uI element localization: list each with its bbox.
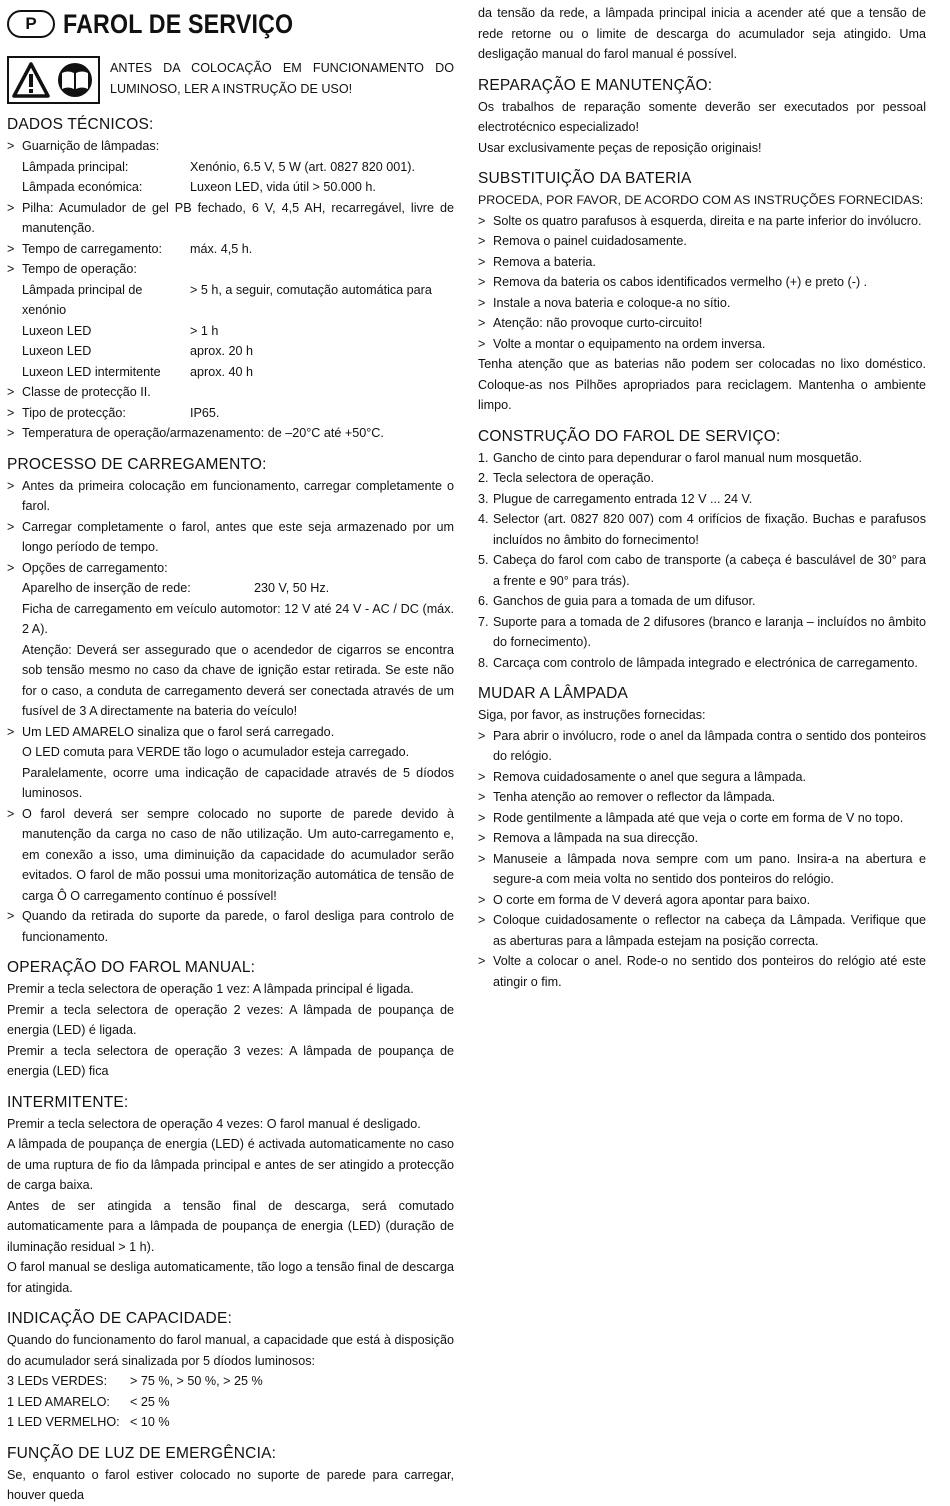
- kv-key: Luxeon LED: [22, 344, 92, 358]
- numbered-item: [478, 550, 926, 591]
- item-number: 7.: [478, 614, 489, 629]
- list-item: [7, 403, 454, 424]
- item-number: 8.: [478, 655, 489, 670]
- language-badge: P: [7, 10, 55, 38]
- kv-row: [7, 1371, 454, 1392]
- paragraph: A lâmpada de poupança de energia (LED) é activada automaticamente no caso de uma ruptura de fio da lâmpada principal e antes de ser atingido a protecção de carga baixa.: [7, 1137, 454, 1192]
- list-item: > Temperatura de operação/armazenamento: de –20°C até +50°C.: [7, 423, 454, 444]
- paragraph: Premir a tecla selectora de operação 2 vezes: A lâmpada de poupança de energia (LED) é ligada.: [7, 1002, 454, 1037]
- item-text: Suporte para a tomada de 2 difusores (branco e laranja – incluídos no âmbito do fornecimento).: [493, 614, 926, 649]
- kv-row: [7, 362, 454, 383]
- item-number: 5.: [478, 553, 489, 567]
- numbered-item: [478, 591, 926, 612]
- item-text: Tecla selectora de operação.: [493, 471, 655, 485]
- list-item: > Quando da retirada do suporte da parede, o farol desliga para controlo de funcionamento.: [7, 906, 454, 947]
- heading-battery-replacement: SUBSTITUIÇÃO DA BATERIA: [478, 170, 692, 187]
- page-title: FAROL DE SERVIÇO: [63, 8, 294, 39]
- warning-row: [7, 56, 454, 104]
- construction-list: [478, 448, 926, 674]
- paragraph: O LED comuta para VERDE tão logo o acumulador esteja carregado.: [22, 745, 410, 759]
- item-text: Carcaça com controlo de lâmpada integrado e electrónica de carregamento.: [493, 655, 918, 670]
- paragraph: Ficha de carregamento em veículo automotor: 12 V até 24 V - AC / DC (máx. 2 A).: [22, 601, 454, 636]
- list-item: > Coloque cuidadosamente o reflector na cabeça da Lâmpada. Verifique que as aberturas para a lâmpada estejam na posição correcta.: [478, 910, 926, 951]
- warning-text: ANTES DA COLOCAÇÃO EM FUNCIONAMENTO DO LUMINOSO, LER A INSTRUÇÃO DE USO!: [110, 61, 454, 96]
- kv-row: [7, 177, 454, 198]
- kv-key: 1 LED AMARELO:: [7, 1394, 110, 1409]
- kv-value: > 75 %, > 50 %, > 25 %: [130, 1374, 263, 1388]
- heading-blinking: INTERMITENTE:: [7, 1093, 129, 1111]
- paragraph: Tenha atenção que as baterias não podem ser colocadas no lixo doméstico. Coloque-as nos Pilhões apropriados para reciclagem. Mantenha o ambiente limpo.: [478, 357, 926, 412]
- list-item: > Solte os quatro parafusos à esquerda, direita e na parte inferior do invólucro.: [478, 211, 926, 232]
- list-item: > Volte a montar o equipamento na ordem inversa.: [478, 334, 926, 355]
- kv-value: > 1 h: [190, 323, 219, 338]
- heading-construction: CONSTRUÇÃO DO FAROL DE SERVIÇO:: [478, 427, 781, 445]
- kv-value: < 10 %: [130, 1415, 170, 1429]
- kv-key: > Tempo de carregamento:: [22, 241, 163, 256]
- left-column: [7, 0, 454, 1506]
- heading-charging: PROCESSO DE CARREGAMENTO:: [7, 455, 267, 473]
- list-item: > Carregar completamente o farol, antes que este seja armazenado por um longo período de tempo.: [7, 517, 454, 558]
- item-text: Gancho de cinto para dependurar o farol manual num mosquetão.: [493, 450, 862, 465]
- lead-text: Siga, por favor, as instruções fornecidas:: [478, 708, 706, 722]
- list-item: > Rode gentilmente a lâmpada até que veja o corte em forma de V no topo.: [478, 808, 926, 829]
- numbered-item: [478, 448, 926, 469]
- numbered-item: [478, 468, 926, 489]
- item-number: 3.: [478, 491, 489, 506]
- kv-row: [7, 578, 454, 599]
- kv-row: [7, 157, 454, 178]
- kv-value: 230 V, 50 Hz.: [254, 581, 330, 595]
- kv-row: [7, 280, 454, 321]
- paragraph: Atenção: Deverá ser assegurado que o acendedor de cigarros se encontra sob tensão mesmo no caso da chave de ignição estar retirada. Se este não for o caso, a conduta de carregamento deverá ser conectada através de um fusível de 3 A directamente na bateria do veículo!: [22, 642, 454, 718]
- list-item: > Um LED AMARELO sinaliza que o farol será carregado.: [7, 722, 454, 743]
- list-item: > Guarnição de lâmpadas:: [7, 136, 454, 157]
- right-column: [478, 3, 926, 992]
- heading-technical-data: DADOS TÉCNICOS:: [7, 116, 154, 133]
- list-item: > Tempo de operação:: [7, 259, 454, 280]
- list-item: > Pilha: Acumulador de gel PB fechado, 6 V, 4,5 AH, recarregável, livre de manutenção.: [7, 198, 454, 239]
- item-number: 2.: [478, 471, 489, 485]
- kv-row: [7, 1412, 454, 1433]
- list-item: > O farol deverá ser sempre colocado no suporte de parede devido à manutenção da carga no caso de não utilização. Um auto-carregamento e, em conexão a isso, uma diminuição da capacidade do acumulador serão evitados. O farol de mão possui uma monitorização automática de tensão de carga Ô O carregamento contínuo é possível!: [7, 804, 454, 907]
- paragraph: Paralelamente, ocorre uma indicação de capacidade através de 5 díodos luminosos.: [22, 765, 454, 800]
- list-item: > Remova a bateria.: [478, 252, 926, 273]
- paragraph: Premir a tecla selectora de operação 3 vezes: A lâmpada de poupança de energia (LED) fica: [7, 1043, 454, 1078]
- paragraph: da tensão da rede, a lâmpada principal inicia a acender até que a tensão de rede retorne ou o limite de descarga do acumulador seja atingido. Uma desligação manual do farol manual é possível.: [478, 6, 926, 61]
- paragraph: Se, enquanto o farol estiver colocado no suporte de parede para carregar, houver queda: [7, 1467, 454, 1502]
- item-text: Plugue de carregamento entrada 12 V ... 24 V.: [493, 491, 753, 506]
- kv-value: IP65.: [190, 405, 220, 420]
- numbered-item: [478, 489, 926, 510]
- numbered-item: [478, 612, 926, 653]
- paragraph: Quando do funcionamento do farol manual, a capacidade que está à disposição do acumulador será sinalizada por 5 díodos luminosos:: [7, 1333, 454, 1368]
- list-item: > Antes da primeira colocação em funcionamento, carregar completamente o farol.: [7, 476, 454, 517]
- list-item: > Remova da bateria os cabos identificados vermelho (+) e preto (-) .: [478, 272, 926, 293]
- item-text: Ganchos de guia para a tomada de um difusor.: [493, 594, 756, 608]
- kv-value: aprox. 20 h: [190, 344, 254, 358]
- list-item: > Atenção: não provoque curto-circuito!: [478, 313, 926, 334]
- kv-key: Luxeon LED: [22, 323, 92, 338]
- heading-capacity: INDICAÇÃO DE CAPACIDADE:: [7, 1310, 232, 1327]
- kv-value: < 25 %: [130, 1394, 170, 1409]
- kv-key: > Tipo de protecção:: [22, 405, 126, 420]
- title-row: [7, 2, 454, 46]
- warning-icons: [7, 56, 100, 104]
- numbered-item: [478, 653, 926, 674]
- kv-row: [7, 1392, 454, 1413]
- kv-value: aprox. 40 h: [190, 364, 254, 379]
- item-text: Cabeça do farol com cabo de transporte (a cabeça é basculável de 30° para a frente e 90° para trás).: [493, 553, 926, 588]
- kv-key: 3 LEDs VERDES:: [7, 1374, 108, 1388]
- list-item: > Remova o painel cuidadosamente.: [478, 231, 926, 252]
- kv-key: Lâmpada principal:: [22, 159, 129, 174]
- kv-key: Aparelho de inserção de rede:: [22, 581, 191, 595]
- kv-value: máx. 4,5 h.: [190, 241, 253, 256]
- list-item: > Volte a colocar o anel. Rode-o no sentido dos ponteiros do relógio até este atingir o fim.: [478, 951, 926, 992]
- paragraph: Premir a tecla selectora de operação 4 vezes: O farol manual é desligado.: [7, 1116, 421, 1131]
- list-item: > Instale a nova bateria e coloque-a no sítio.: [478, 293, 926, 314]
- list-item: > Classe de protecção II.: [7, 382, 454, 403]
- list-item: > Remova a lâmpada na sua direcção.: [478, 828, 926, 849]
- kv-key: Luxeon LED intermitente: [22, 364, 161, 379]
- list-item: > Remova cuidadosamente o anel que segura a lâmpada.: [478, 767, 926, 788]
- kv-value: Luxeon LED, vida útil > 50.000 h.: [190, 180, 376, 194]
- item-text: Selector (art. 0827 820 007) com 4 orifícios de fixação. Buchas e parafusos incluídos no âmbito do fornecimento!: [493, 512, 926, 547]
- item-number: 6.: [478, 594, 489, 608]
- list-item: > Para abrir o invólucro, rode o anel da lâmpada contra o sentido dos ponteiros do relógio.: [478, 726, 926, 767]
- kv-row: [7, 341, 454, 362]
- paragraph: Premir a tecla selectora de operação 1 vez: A lâmpada principal é ligada.: [7, 982, 414, 996]
- paragraph: Os trabalhos de reparação somente deverão ser executados por pessoal electrotécnico especializado!: [478, 99, 926, 134]
- warning-triangle-icon: [11, 61, 51, 99]
- list-item: > O corte em forma de V deverá agora apontar para baixo.: [478, 890, 926, 911]
- paragraph: O farol manual se desliga automaticamente, tão logo a tensão final de descarga for atingida.: [7, 1260, 454, 1295]
- list-item: > Tenha atenção ao remover o reflector da lâmpada.: [478, 787, 926, 808]
- item-number: 1.: [478, 450, 489, 465]
- kv-value: > 5 h, a seguir, comutação automática para: [190, 282, 432, 297]
- numbered-item: [478, 509, 926, 550]
- kv-key: 1 LED VERMELHO:: [7, 1415, 120, 1429]
- lead-text: PROCEDA, POR FAVOR, DE ACORDO COM AS INSTRUÇÕES FORNECIDAS:: [478, 193, 924, 207]
- kv-row: [7, 321, 454, 342]
- heading-manual-operation: OPERAÇÃO DO FAROL MANUAL:: [7, 959, 256, 976]
- heading-emergency: FUNÇÃO DE LUZ DE EMERGÊNCIA:: [7, 1444, 277, 1462]
- list-item: > Opções de carregamento:: [7, 558, 454, 579]
- paragraph: Usar exclusivamente peças de reposição originais!: [478, 140, 762, 155]
- heading-lamp-change: MUDAR A LÂMPADA: [478, 685, 629, 702]
- read-manual-book-icon: [54, 61, 96, 99]
- kv-key: Lâmpada principal de xenónio: [22, 282, 143, 317]
- kv-value: Xenónio, 6.5 V, 5 W (art. 0827 820 001).: [190, 159, 415, 174]
- list-item: > Manuseie a lâmpada nova sempre com um pano. Insira-a na abertura e segure-a com meia volta no sentido dos ponteiros do relógio.: [478, 849, 926, 890]
- heading-repair: REPARAÇÃO E MANUTENÇÃO:: [478, 76, 713, 94]
- list-item: [7, 239, 454, 260]
- item-number: 4.: [478, 512, 489, 526]
- kv-key: Lâmpada económica:: [22, 180, 143, 194]
- paragraph: Antes de ser atingida a tensão final de descarga, será comutado automaticamente para a lâmpada de poupança de energia (LED) (duração de iluminação residual > 1 h).: [7, 1198, 454, 1254]
